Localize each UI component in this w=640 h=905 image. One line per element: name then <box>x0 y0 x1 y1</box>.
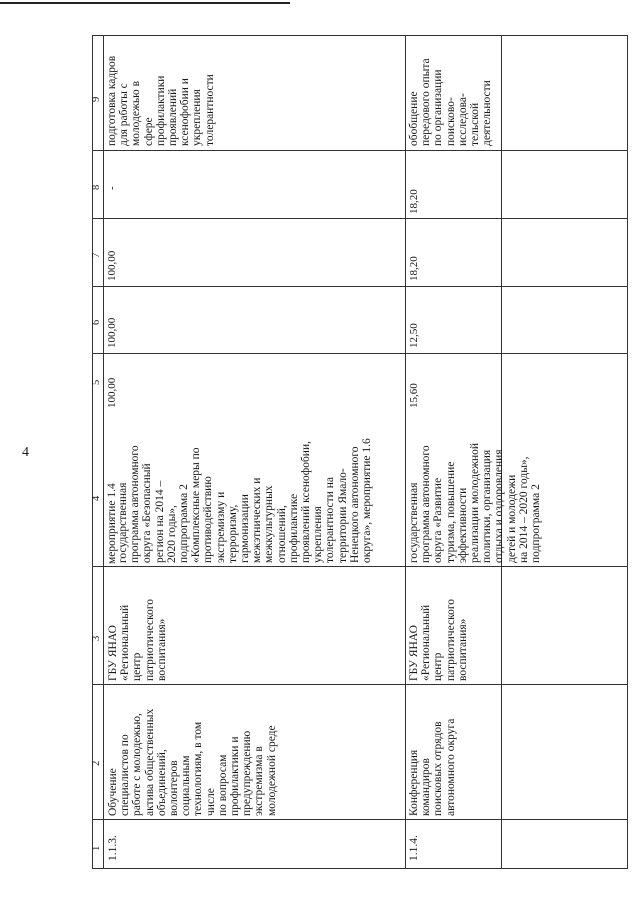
divider <box>93 353 627 354</box>
row-1-col-7: 100,00 <box>106 250 118 281</box>
divider <box>93 819 627 820</box>
row-1-program: государственная программа автономного округа «Безопасный регион на 2014 – 2020 годы», подпрограмма 2 «Комплексные меры по противодействию экстремизму и терроризму, гармонизации межэтнических и межкультурных отношений, профилактике проявлений ксенофобии, укрепления толерантности на территории Ямало- Ненецкого автономного округа», мероприятие 1.6 <box>117 438 374 563</box>
divider <box>93 684 627 685</box>
header-col-3: 3 <box>91 635 102 641</box>
row-2-result: обобщение передового опыта по организации поисково- исследова- тельской деятельности <box>408 58 494 146</box>
row-2-col-7: 18,20 <box>408 256 420 281</box>
row-1-id: 1.1.3. <box>107 835 119 861</box>
divider <box>103 36 104 868</box>
header-col-2: 2 <box>91 760 102 766</box>
divider <box>93 286 627 287</box>
row-1-col-5: 100,00 <box>106 377 118 408</box>
header-col-7: 7 <box>91 252 102 258</box>
row-2-title: Конференция командиров поисковых отрядов автономного округа <box>408 718 457 816</box>
activities-table <box>92 35 628 869</box>
row-2-id: 1.1.4. <box>408 835 420 861</box>
header-col-9: 9 <box>91 96 102 102</box>
header-col-6: 6 <box>91 319 102 325</box>
divider <box>405 36 406 868</box>
header-col-1: 1 <box>91 845 102 851</box>
divider <box>93 566 627 567</box>
row-2-program: государственная программа автономного округа «Развитие туризма, повышение эффективности реализации молодежной политики, организация отдыха и оздоровления детей и молодежи на 2014 – 2020 годы», подпрограмма 2 <box>408 442 543 563</box>
row-2-col-8: 18,20 <box>408 189 420 214</box>
continued-text: мероприятие 1.4 <box>106 483 118 564</box>
row-1-executor: ГБУ ЯНАО «Региональный центр патриотического воспитания» <box>107 598 168 681</box>
row-1-title: Обучение специалистов по работе с молодежью, актива общественных объединений, волонтеров социальным технологиям, в том числе по вопросам профилактики и предупреждению экстремизма в молодежной среде <box>107 708 278 816</box>
row-2-col-6: 12,50 <box>408 323 420 348</box>
header-col-4: 4 <box>91 495 102 501</box>
row-1-col-6: 100,00 <box>106 317 118 348</box>
row-1-col-8: - <box>106 186 118 190</box>
row-2-col-5: 15,60 <box>408 383 420 408</box>
divider <box>93 150 627 151</box>
top-rule <box>0 2 290 4</box>
row-1-result: подготовка кадров для работы с молодежью в сфере профилактики проявлений ксенофобии и укрепления толерантности <box>106 55 216 146</box>
header-col-8: 8 <box>91 184 102 190</box>
header-col-5: 5 <box>91 379 102 385</box>
page-number: 4 <box>22 445 29 460</box>
divider <box>93 218 627 219</box>
row-2-executor: ГБУ ЯНАО «Региональный центр патриотического воспитания» <box>408 598 469 681</box>
